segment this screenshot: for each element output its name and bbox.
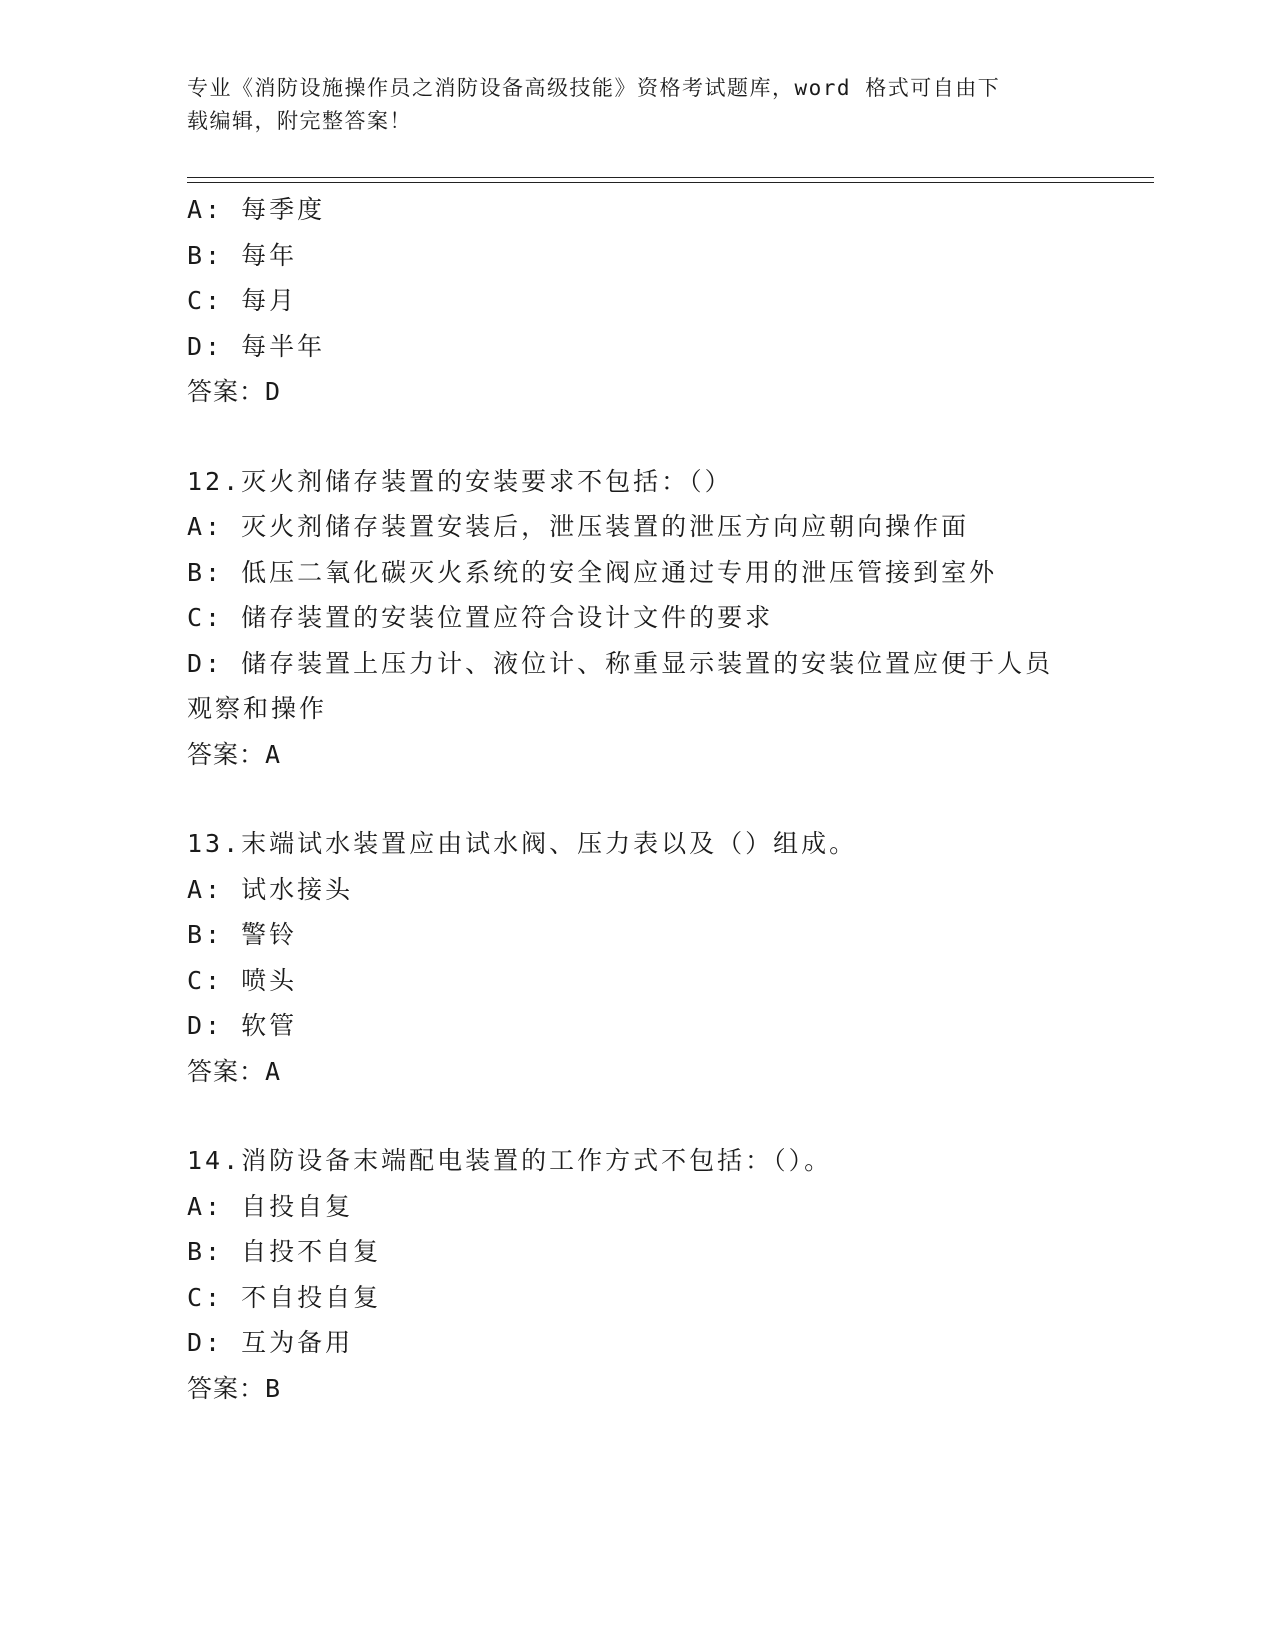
document-header [187, 72, 1067, 138]
option-c: C: 每月 [187, 286, 298, 315]
option-a: A: 灭火剂储存装置安装后，泄压装置的泄压方向应朝向操作面 [187, 512, 970, 541]
header-divider-bottom [187, 182, 1154, 183]
option-c: C: 储存装置的安装位置应符合设计文件的要求 [187, 603, 774, 632]
option-a: A: 每季度 [187, 195, 326, 224]
header-line-2: 载编辑，附完整答案！ [187, 109, 412, 133]
option-d: D: 储存装置上压力计、液位计、称重显示装置的安装位置应便于人员 [187, 648, 1054, 678]
option-c: C: 不自投自复 [187, 1282, 382, 1312]
spacer [187, 415, 1087, 459]
answer-line: 答案：A [187, 1056, 282, 1086]
question-text: 13.末端试水装置应由试水阀、压力表以及（）组成。 [187, 829, 858, 858]
question-text: 14.消防设备末端配电装置的工作方式不包括：（）。 [187, 1146, 833, 1175]
option-b: B: 自投不自复 [187, 1237, 382, 1266]
question-text: 12.灭火剂储存装置的安装要求不包括：（） [187, 466, 733, 496]
question-11-continued [187, 187, 1087, 415]
option-a: A: 试水接头 [187, 874, 354, 904]
header-line-1: 专业《消防设施操作员之消防设备高级技能》资格考试题库，word 格式可自由下 [187, 76, 1001, 100]
question-13 [187, 821, 1087, 1094]
spacer [187, 777, 1087, 821]
header-divider-top [187, 177, 1154, 178]
spacer [187, 1094, 1087, 1138]
option-d: D: 软管 [187, 1011, 298, 1040]
answer-line: 答案：D [187, 377, 282, 406]
option-b: B: 每年 [187, 240, 298, 270]
option-b: B: 低压二氧化碳灭火系统的安全阀应通过专用的泄压管接到室外 [187, 557, 998, 587]
option-d: D: 每半年 [187, 331, 326, 361]
question-12 [187, 459, 1087, 778]
answer-line: 答案：B [187, 1373, 282, 1403]
option-d-continued: 观察和操作 [187, 694, 328, 723]
option-a: A: 自投自复 [187, 1191, 354, 1221]
question-14 [187, 1138, 1087, 1411]
question-list [187, 187, 1087, 1411]
answer-line: 答案：A [187, 739, 282, 769]
option-b: B: 警铃 [187, 920, 298, 949]
option-c: C: 喷头 [187, 965, 298, 995]
option-d: D: 互为备用 [187, 1328, 354, 1357]
